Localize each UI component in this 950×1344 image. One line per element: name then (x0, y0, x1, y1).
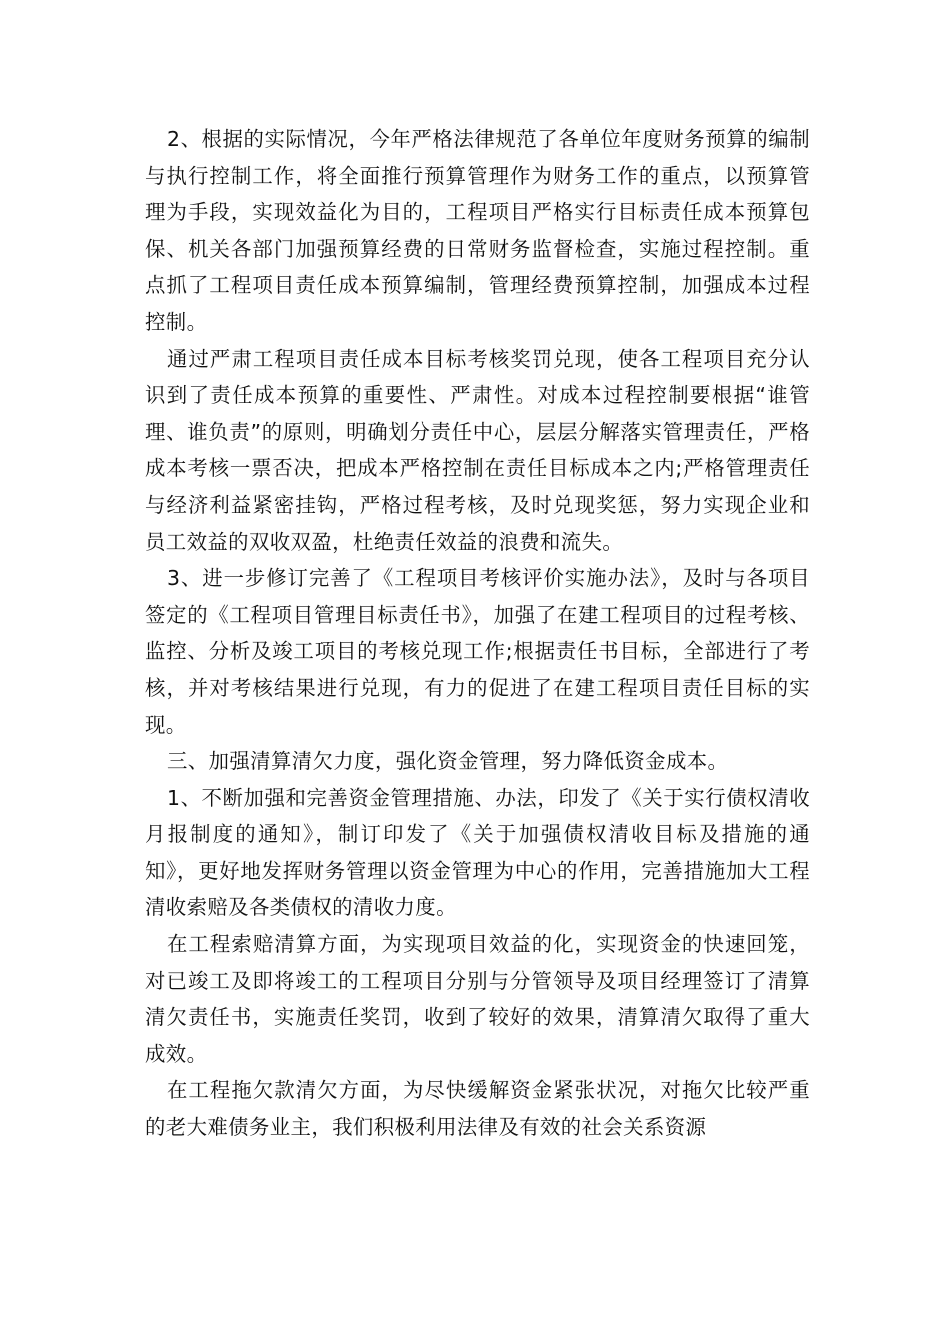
paragraph-claims-settlement: 在工程索赔清算方面，为实现项目效益的化，实现资金的快速回笼，对已竣工及即将竣工的工程项目分别与分管领导及项目经理签订了清算清欠责任书，实施责任奖罚，收到了较好的效果，清算清欠取得了重大成效。 (145, 932, 810, 1066)
paragraph-cost-assessment: 通过严肃工程项目责任成本目标考核奖罚兑现，使各工程项目充分认识到了责任成本预算的重要性、严肃性。对成本过程控制要根据“谁管理、谁负责”的原则，明确划分责任中心，层层分解落实管理责任，严格成本考核一票否决，把成本严格控制在责任目标成本之内;严格管理责任与经济利益紧密挂钩，严格过程考核，及时兑现奖惩，努力实现企业和员工效益的双收双盈，杜绝责任效益的浪费和流失。 (145, 346, 810, 554)
paragraph-project-evaluation: 3、进一步修订完善了《工程项目考核评价实施办法》，及时与各项目签定的《工程项目管理目标责任书》，加强了在建工程项目的过程考核、监控、分析及竣工项目的考核兑现工作;根据责任书目标，全部进行了考核，并对考核结果进行兑现，有力的促进了在建工程项目责任目标的实现。 (145, 566, 810, 737)
document-body (145, 121, 810, 1146)
section-heading-capital-management: 三、加强清算清欠力度，强化资金管理，努力降低资金成本。 (167, 749, 729, 774)
paragraph-budget-control: 2、根据的实际情况，今年严格法律规范了各单位年度财务预算的编制与执行控制工作，将全面推行预算管理作为财务工作的重点，以预算管理为手段，实现效益化为目的，工程项目严格实行目标责任成本预算包保、机关各部门加强预算经费的日常财务监督检查，实施过程控制。重点抓了工程项目责任成本预算编制，管理经费预算控制，加强成本过程控制。 (145, 127, 810, 334)
paragraph-capital-measures: 1、不断加强和完善资金管理措施、办法，印发了《关于实行债权清收月报制度的通知》，制订印发了《关于加强债权清收目标及措施的通知》，更好地发挥财务管理以资金管理为中心的作用，完善措施加大工程清收索赔及各类债权的清收力度。 (145, 785, 810, 920)
paragraph-arrears-collection: 在工程拖欠款清欠方面，为尽快缓解资金紧张状况，对拖欠比较严重的老大难债务业主，我们积极利用法律及有效的社会关系资源 (145, 1078, 810, 1140)
